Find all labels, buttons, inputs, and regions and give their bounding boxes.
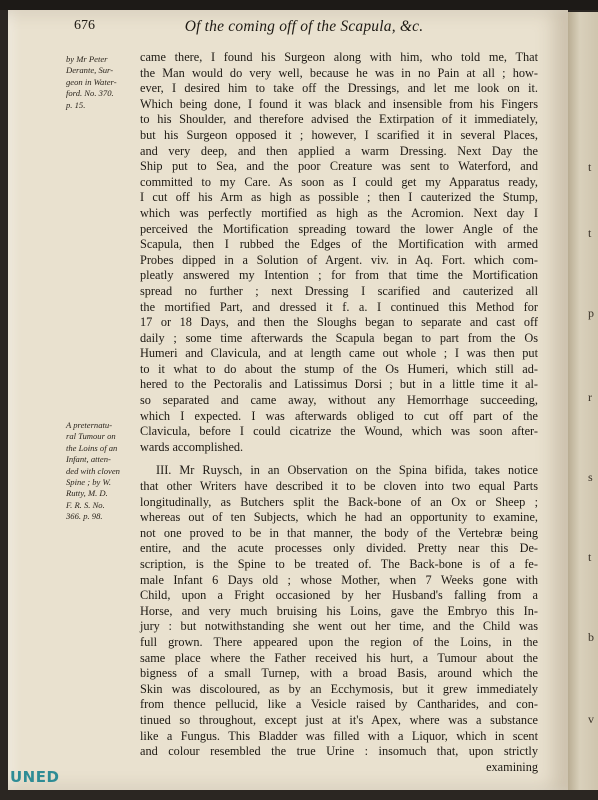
text-line: so separated and came away, without any Hemorrhage succeeding, (140, 393, 538, 408)
text-line: Probes dipped in a Solution of Argent. viv. in Aq. Fort. which com- (140, 252, 538, 267)
text-line: longitudinally, as Butchers split the Back-bone of an Ox or Sheep ; (140, 494, 538, 509)
text-line: spread no further ; next Dressing I scarified and cauterized all (140, 283, 538, 298)
text-line: to it what to do about the stump of the Os Humeri, which still ad- (140, 361, 538, 376)
text-line: like a Fungus. This Bladder was filled with a Liquor, which in scent (140, 728, 538, 743)
text-line: Which being done, I found it was black and insensible from his Fingers (140, 96, 538, 111)
page-header (64, 18, 544, 40)
paragraph-derante-case (140, 50, 538, 455)
text-line: jury : but notwithstanding she went out her time, and the Child was (140, 619, 538, 634)
adjacent-page-edge (568, 12, 598, 790)
uned-logo: UNED (10, 768, 60, 786)
text-line: came there, I found his Surgeon along with him, who told me, That (140, 50, 538, 64)
text-line: daily ; some time afterwards the Scapula began to part from the Os (140, 330, 538, 345)
text-line: male Infant 6 Days old ; whose Mother, when 7 Weeks gone with (140, 572, 538, 587)
adjacent-page-letter: t (588, 550, 592, 564)
text-line: tinued so throughout, except just at it's Apex, where was a substance (140, 712, 538, 727)
text-line: full grown. There appeared upon the region of the Loins, in the (140, 634, 538, 649)
text-line: scription, is the Spine to be treated of. The Back-bone is of a fe- (140, 557, 538, 571)
text-line: Child, upon a Fright occasioned by her Husband's falling from a (140, 588, 538, 603)
text-line: III. Mr Ruysch, in an Observation on the Spina bifida, takes notice (156, 463, 538, 478)
margin-note-line: ral Tumour on (66, 431, 116, 442)
adjacent-page-letter: b (588, 630, 594, 644)
text-line: to his Shoulder, and therefore advised the Extirpation of it immediately, (140, 112, 538, 127)
margin-note-rutty (66, 420, 146, 523)
text-line: which was perfectly mortified as high as the Acromion. Next day I (140, 205, 538, 220)
margin-note-line: 366. p. 98. (66, 511, 103, 522)
margin-note-line: geon in Water- (66, 76, 117, 87)
adjacent-page-letter: t (588, 160, 592, 174)
text-line: but his Surgeon opposed it ; however, I scarified it in several Places, (140, 127, 538, 142)
margin-note-line: ford. No. 370. (66, 88, 114, 99)
margin-note-line: p. 15. (66, 99, 86, 110)
text-line: entire, and the acute processes only divided. Pretty near this De- (140, 541, 538, 556)
text-line: Scapula, then I rubbed the Edges of the Mortification with armed (140, 237, 538, 252)
adjacent-page-letter: p (588, 306, 594, 320)
text-line: the mortified Part, and dressed it f. a. I continued this Method for (140, 299, 538, 314)
text-line: that other Writers have described it to be cloven into two equal Parts (140, 479, 538, 494)
margin-note-line: A preternatu- (66, 420, 113, 430)
margin-note-line: Rutty, M. D. (66, 488, 108, 499)
text-line: not one proved to be in that manner, the body of the Vertebræ being (140, 525, 538, 540)
text-line: perceived the Mortification spreading toward the lower Angle of the (140, 221, 538, 236)
text-line: whereas out of ten Subjects, which he had an opportunity to examine, (140, 510, 538, 525)
adjacent-page-letter: r (588, 390, 592, 404)
margin-note-derante (66, 54, 146, 111)
margin-note-line: Derante, Sur- (66, 65, 114, 76)
margin-note-line: ded with cloven (66, 465, 120, 476)
scan-top-edge (0, 0, 598, 10)
adjacent-page-letter: t (588, 226, 592, 240)
text-line: 17 or 18 Days, and then the Sloughs began to separate and cast off (140, 315, 538, 330)
text-line: pleatly answered my Intention ; for from that time the Mortification (140, 268, 538, 283)
margin-note-line: Infant, atten- (66, 454, 111, 465)
running-title: Of the coming off of the Scapula, &c. (184, 18, 424, 35)
adjacent-page-letter: v (588, 712, 594, 726)
text-line: Ship put to Sea, and the poor Creature was sent to Waterford, and (140, 159, 538, 174)
text-line: I cut off his Arm as high as possible ; then I cauterized the Stump, (140, 190, 538, 205)
text-line: committed to my Care. As soon as I could get my Apparatus ready, (140, 174, 538, 189)
text-line: Humeri and Clavicula, and at length came out whole ; I was then put (140, 346, 538, 361)
text-line: which I expected. I was afterwards obliged to cut off part of the (140, 408, 538, 423)
text-line: Horse, and very much bruising his Loins, gave the Embryo this In- (140, 603, 538, 618)
margin-note-line: Spine ; by W. (66, 477, 112, 488)
adjacent-page-letter: s (588, 470, 593, 484)
margin-note-line: F. R. S. No. (66, 499, 105, 510)
text-line: and very deep, and then applied a warm Dressing. Next Day the (140, 143, 538, 158)
text-line: Clavicula, before I could cicatrize the Wound, which was soon after- (140, 424, 538, 439)
text-line: and colour resembled the true Urine : insomuch that, upon strictly (140, 744, 538, 759)
text-line: from thence pellucid, like a Vesicle raised by Cantharides, and con- (140, 697, 538, 712)
body-text (140, 50, 538, 775)
text-line: the Man would do very well, because he was in no Pain at all ; how- (140, 65, 538, 80)
catchword: examining (486, 759, 538, 774)
text-line: bigness of a small Turnep, with a broad Basis, around which the (140, 666, 538, 681)
text-line: Skin was discoloured, as by an Ecchymosis, but it grew immediately (140, 681, 538, 696)
text-line: same place where the Father received his hurt, a Tumour about the (140, 650, 538, 665)
page-number: 676 (74, 18, 95, 33)
margin-note-line: the Loins of an (66, 442, 118, 453)
margin-note-line: by Mr Peter (66, 54, 108, 64)
paragraph-rutty-case (140, 463, 538, 775)
text-line: ever, I desired him to take off the Dressings, and let me look on it. (140, 81, 538, 96)
text-line: hered to the Pectoralis and Latissimus Dorsi ; but in a little time it al- (140, 377, 538, 392)
text-line: wards accomplished. (140, 439, 244, 454)
